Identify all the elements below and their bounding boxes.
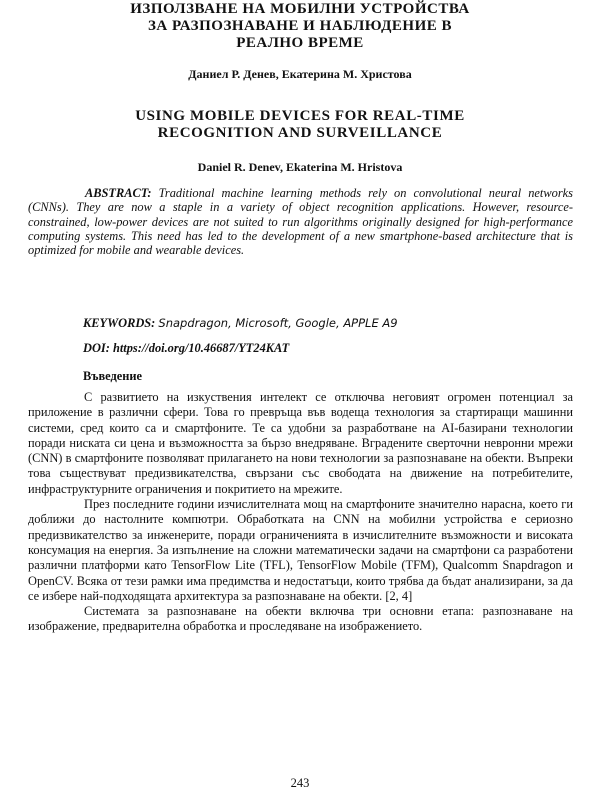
paragraph: Системата за разпознаване на обекти включва три основни етапа: разпознаване на изображение, предварителна обработка и проследяване на изображението.	[28, 604, 573, 634]
authors-bulgarian: Даниел Р. Денев, Екатерина М. Христова	[188, 67, 412, 81]
title-english	[40, 108, 560, 142]
keywords	[83, 316, 573, 331]
authors-english: Daniel R. Denev, Ekaterina M. Hristova	[197, 160, 403, 174]
title-bg-line: ЗА РАЗПОЗНАВАНЕ И НАБЛЮДЕНИЕ В	[147, 18, 452, 34]
abstract-text: Traditional machine learning methods rely on convolutional neural networks (CNNs). They are now a staple in a variety of object recognition applications. However, resource-constrained, low-power devices are not suited to run algorithms originally designed for high-performance computing systems. This need has led to the development of a new smartphone-based architecture that is optimized for mobile and wearable devices.	[28, 186, 573, 258]
body-text	[28, 390, 573, 635]
paragraph: През последните години изчислителната мощ на смартфоните значително нарасна, което ги доближи до настолните компютри. Обработката на CNN на мобилни устройства е сериозно предизвикателство за инженерите, поради ограниченията в изчислителните възможности и високата консумация на енергия. За изпълнение на сложни математически задачи на смартфони са разработени различни платформи като TensorFlow Lite (TFL), TensorFlow Mobile (TFM), Qualcomm Snapdragon и OpenCV. Всяка от тези рамки има предимства и недостатъци, които трябва да бъдат анализирани, за да се избере най-подходящата архитектура за разпознаване на обекти. [2, 4]	[28, 497, 573, 603]
section-heading: Въведение	[83, 369, 143, 383]
paragraph: С развитието на изкуствения интелект се отключва неговият огромен потенциал за приложение в различни сфери. Това го превръща във водеща технология за стартиращи машинни системи, сред които са и смартфоните. Те са удобни за разработване на AI-базирани технологии поради ниската си цена и възможността за бързо внедряване. Вградените сверточни невронни мрежи (CNN) в смартфоните позволяват прилагането на нови технологии за разпознаване на обекти. Въпреки това съществуват предизвикателства, свързани със свободата на движение на потребителите, инфраструктурните ограничения и покритието на мрежите.	[28, 390, 573, 496]
title-en-line: USING MOBILE DEVICES FOR REAL-TIME	[135, 108, 465, 124]
title-bg-line: ИЗПОЛЗВАНЕ НА МОБИЛНИ УСТРОЙСТВА	[130, 1, 470, 17]
keywords-label: KEYWORDS:	[83, 316, 156, 330]
page-number: 243	[290, 776, 310, 790]
abstract-label: ABSTRACT:	[85, 186, 152, 200]
title-en-line: RECOGNITION AND SURVEILLANCE	[157, 125, 443, 141]
keywords-value: Snapdragon, Microsoft, Google, APPLE A9	[158, 316, 398, 330]
abstract	[28, 186, 573, 257]
title-bulgarian	[40, 1, 560, 52]
doi: DOI: https://doi.org/10.46687/YT24KAT	[83, 341, 290, 355]
title-bg-line: РЕАЛНО ВРЕМЕ	[236, 35, 364, 51]
